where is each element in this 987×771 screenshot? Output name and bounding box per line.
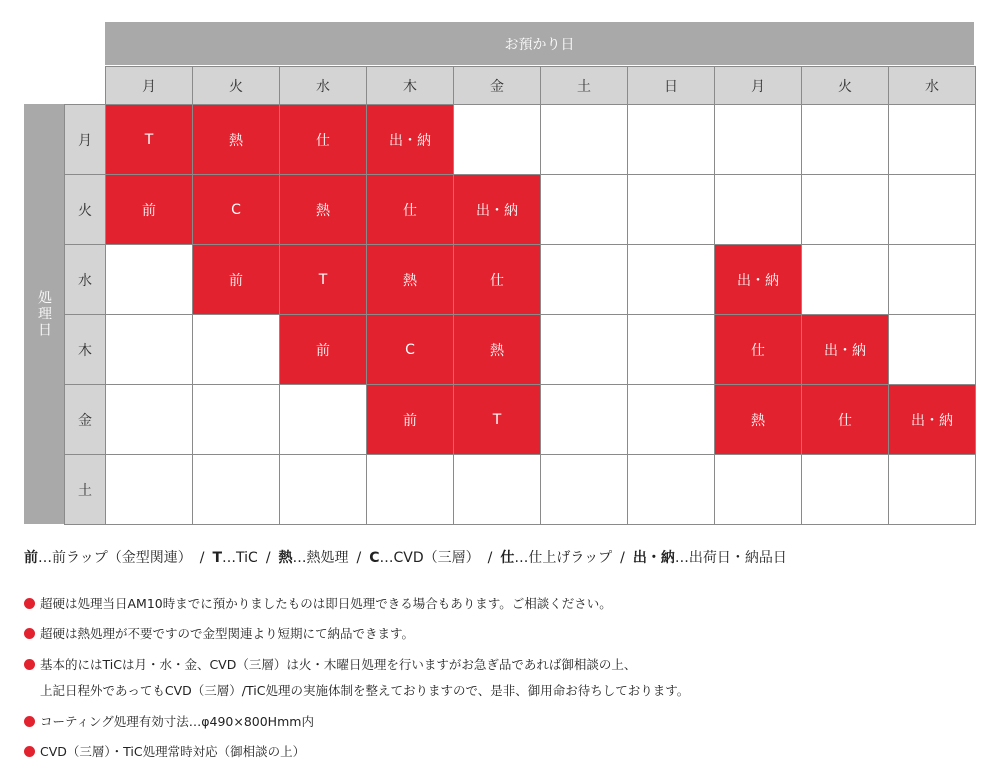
schedule-cell-empty: [192, 384, 280, 455]
row-label: 土: [64, 454, 106, 525]
schedule-cell-empty: [105, 314, 193, 385]
schedule-cell-active: 出・納: [714, 244, 802, 315]
schedule-cell-active: 熱: [453, 314, 541, 385]
day-header: 金: [453, 66, 541, 105]
schedule-cell-active: 出・納: [366, 104, 454, 175]
schedule-cell-empty: [627, 314, 715, 385]
note-2: 超硬は熱処理が不要ですので金型関連より短期にて納品できます。: [24, 625, 414, 643]
schedule-cell-empty: [105, 244, 193, 315]
schedule-cell-empty: [192, 314, 280, 385]
legend-desc: …熱処理: [292, 550, 349, 566]
legend-desc: …仕上げラップ: [514, 550, 613, 566]
note-5: CVD（三層）・TiC処理常時対応（御相談の上）: [24, 743, 305, 761]
schedule-cell-empty: [627, 244, 715, 315]
bullet-dot-icon: [24, 628, 35, 639]
schedule-cell-empty: [366, 454, 454, 525]
legend-desc: …前ラップ（金型関連）: [38, 550, 192, 566]
schedule-cell-active: 熱: [366, 244, 454, 315]
legend-key: 出・納: [632, 550, 675, 566]
schedule-cell-empty: [888, 454, 976, 525]
side-label: 処理日: [24, 104, 64, 524]
note-3: 基本的にはTiCは月・水・金、CVD（三層）は火・木曜日処理を行いますがお急ぎ品であれば御相談の上、: [24, 656, 636, 674]
schedule-cell-active: 出・納: [888, 384, 976, 455]
schedule-cell-empty: [888, 244, 976, 315]
schedule-cell-empty: [627, 104, 715, 175]
schedule-cell-empty: [192, 454, 280, 525]
schedule-cell-active: 出・納: [801, 314, 889, 385]
bullet-dot-icon: [24, 746, 35, 757]
schedule-cell-empty: [540, 244, 628, 315]
schedule-cell-empty: [540, 314, 628, 385]
legend-separator: /: [199, 550, 205, 566]
schedule-cell-active: 仕: [366, 174, 454, 245]
schedule-cell-empty: [540, 104, 628, 175]
row-label: 木: [64, 314, 106, 385]
schedule-cell-active: T: [453, 384, 541, 455]
schedule-cell-active: 出・納: [453, 174, 541, 245]
legend-key: 仕: [500, 550, 515, 566]
schedule-cell-empty: [627, 454, 715, 525]
schedule-cell-empty: [801, 174, 889, 245]
schedule-cell-empty: [453, 104, 541, 175]
schedule-cell-active: 仕: [279, 104, 367, 175]
header-title: お預かり日: [105, 22, 974, 65]
day-header: 月: [105, 66, 193, 105]
schedule-cell-empty: [714, 104, 802, 175]
schedule-cell-active: C: [192, 174, 280, 245]
schedule-cell-empty: [627, 174, 715, 245]
legend-desc: …CVD（三層）: [379, 550, 480, 566]
schedule-cell-empty: [279, 384, 367, 455]
row-label: 水: [64, 244, 106, 315]
schedule-cell-empty: [627, 384, 715, 455]
row-label: 金: [64, 384, 106, 455]
schedule-cell-active: T: [279, 244, 367, 315]
schedule-cell-empty: [801, 244, 889, 315]
schedule-cell-empty: [540, 454, 628, 525]
schedule-cell-active: 仕: [714, 314, 802, 385]
row-label: 月: [64, 104, 106, 175]
day-header: 水: [279, 66, 367, 105]
schedule-cell-empty: [540, 174, 628, 245]
legend-desc: …TiC: [222, 550, 258, 566]
schedule-cell-active: 仕: [801, 384, 889, 455]
bullet-dot-icon: [24, 659, 35, 670]
note-1: 超硬は処理当日AM10時までに預かりましたものは即日処理できる場合もあります。ご相談ください。: [24, 595, 612, 613]
legend-separator: /: [265, 550, 271, 566]
note-4: コーティング処理有効寸法…φ490×800Hmm内: [24, 713, 314, 731]
legend-key: 前: [24, 550, 38, 566]
schedule-cell-empty: [105, 454, 193, 525]
legend-key: C: [369, 550, 380, 566]
schedule-cell-active: 熱: [714, 384, 802, 455]
legend-separator: /: [356, 550, 362, 566]
day-header: 土: [540, 66, 628, 105]
row-label: 火: [64, 174, 106, 245]
schedule-cell-active: C: [366, 314, 454, 385]
schedule-cell-empty: [888, 174, 976, 245]
schedule-cell-active: 熱: [279, 174, 367, 245]
day-header: 木: [366, 66, 454, 105]
day-header: 火: [192, 66, 280, 105]
note-3-continued: 上記日程外であってもCVD（三層）/TiC処理の実施体制を整えておりますので、是非、御用命お待ちしております。: [40, 683, 690, 698]
bullet-dot-icon: [24, 598, 35, 609]
schedule-cell-empty: [888, 104, 976, 175]
schedule-cell-empty: [279, 454, 367, 525]
schedule-cell-empty: [801, 104, 889, 175]
schedule-cell-active: T: [105, 104, 193, 175]
schedule-cell-empty: [801, 454, 889, 525]
schedule-cell-empty: [888, 314, 976, 385]
legend: [24, 547, 787, 567]
schedule-cell-active: 前: [192, 244, 280, 315]
schedule-cell-active: 前: [279, 314, 367, 385]
bullet-dot-icon: [24, 716, 35, 727]
schedule-cell-active: 熱: [192, 104, 280, 175]
legend-key: T: [212, 550, 223, 566]
schedule-cell-empty: [453, 454, 541, 525]
schedule-cell-active: 前: [366, 384, 454, 455]
legend-desc: …出荷日・納品日: [674, 550, 787, 566]
day-header: 月: [714, 66, 802, 105]
schedule-cell-active: 仕: [453, 244, 541, 315]
legend-key: 熱: [278, 550, 293, 566]
schedule-cell-empty: [714, 174, 802, 245]
legend-separator: /: [487, 550, 493, 566]
day-header: 水: [888, 66, 976, 105]
day-header: 日: [627, 66, 715, 105]
day-header: 火: [801, 66, 889, 105]
schedule-cell-active: 前: [105, 174, 193, 245]
schedule-cell-empty: [714, 454, 802, 525]
legend-separator: /: [620, 550, 625, 566]
schedule-cell-empty: [105, 384, 193, 455]
schedule-cell-empty: [540, 384, 628, 455]
